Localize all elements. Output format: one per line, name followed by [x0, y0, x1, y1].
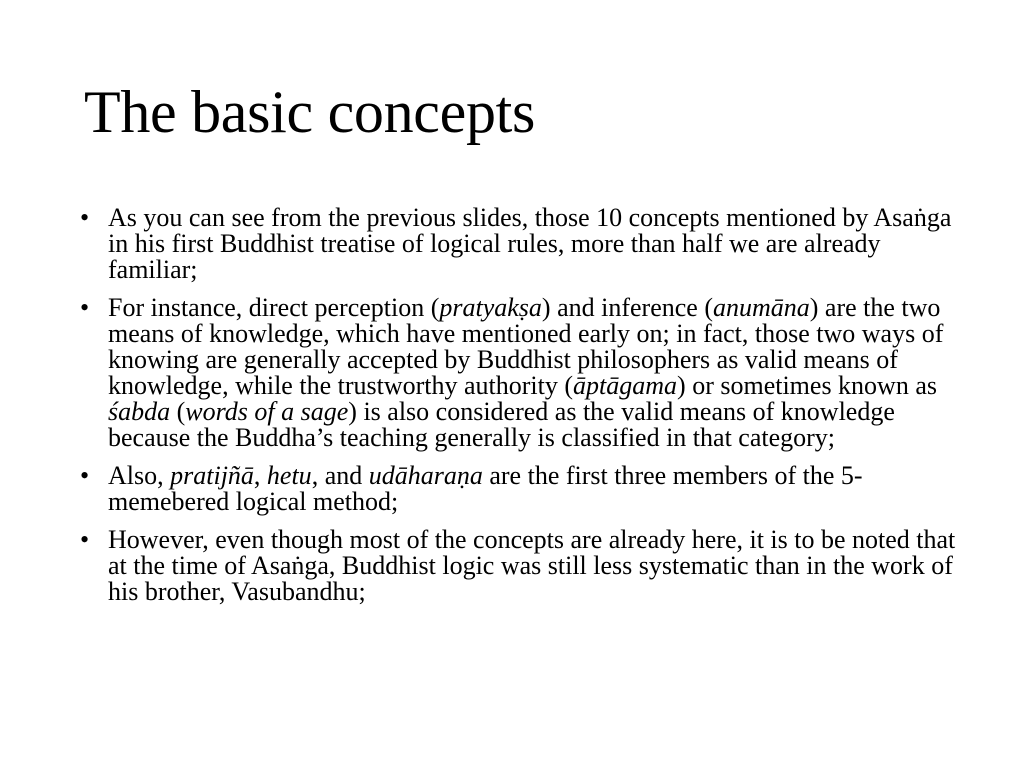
- bullet-text: As you can see from the previous slides, those 10 concepts mentioned by Asaṅga in his first Buddhist treatise of logical rules, more than half we are already familiar;: [108, 203, 952, 284]
- bullet-text-segment: , and: [311, 461, 369, 490]
- term-pratyaksa: pratyakṣa: [439, 293, 542, 322]
- bullet-item-2: [80, 295, 960, 451]
- bullet-text-segment: ) and inference (: [541, 293, 713, 322]
- bullet-item-3: [80, 463, 960, 515]
- bullet-text-segment: Also,: [108, 461, 171, 490]
- bullet-marker: •: [80, 525, 90, 554]
- slide-title: The basic concepts: [84, 79, 536, 145]
- bullet-text-segment: ) are the two means of knowledge, which have mentioned early on; in fact, those two ways of knowing are generally accepted by Buddhist philosophers as valid means of knowledge, while the trustworthy authority (: [108, 293, 944, 400]
- bullet-marker: •: [80, 203, 90, 232]
- term-aptagama: āptāgama: [573, 371, 678, 400]
- bullet-text-segment: ) or sometimes known as: [677, 371, 937, 400]
- bullet-text-segment: (: [170, 397, 186, 426]
- bullet-text-segment: For instance, direct perception (: [108, 293, 440, 322]
- term-pratijna: pratijñā: [170, 461, 254, 490]
- term-udaharana: udāharaṇa: [368, 461, 483, 490]
- bullet-list: [80, 205, 960, 617]
- bullet-text-segment: ) is also considered as the valid means of knowledge because the Buddha’s teaching generally is classified in that category;: [108, 397, 895, 452]
- bullet-item-4: [80, 527, 960, 605]
- bullet-marker: •: [80, 461, 90, 490]
- term-hetu: hetu: [266, 461, 312, 490]
- bullet-text: However, even though most of the concepts are already here, it is to be noted that at the time of Asaṅga, Buddhist logic was still less systematic than in the work of his brother, Vasubandhu;: [108, 525, 956, 606]
- bullet-text-segment: are the first three members of the 5-memebered logical method;: [108, 461, 863, 516]
- term-words-of-a-sage: words of a sage: [185, 397, 349, 426]
- term-anumana: anumāna: [712, 293, 810, 322]
- bullet-item-1: [80, 205, 960, 283]
- bullet-text-segment: ,: [253, 461, 267, 490]
- term-sabda: śabda: [108, 397, 171, 426]
- bullet-marker: •: [80, 293, 90, 322]
